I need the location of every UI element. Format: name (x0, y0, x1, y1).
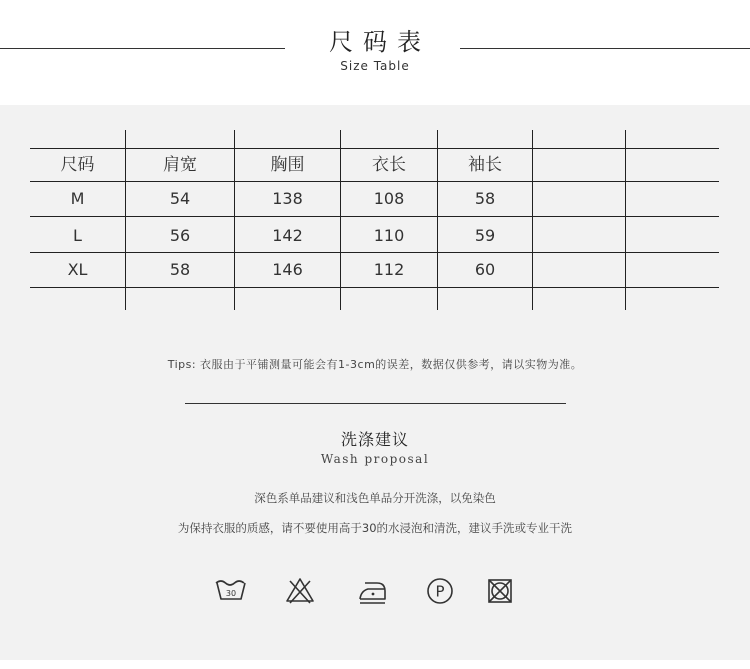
no-bleach-icon (282, 572, 318, 608)
table-cell: 59 (474, 226, 496, 245)
column-header-sleeve: 袖长 (468, 155, 502, 175)
wash-section-subtitle: Wash proposal (320, 452, 430, 466)
table-rule (30, 216, 719, 217)
table-cell: 112 (373, 260, 405, 279)
table-cell: 54 (169, 189, 191, 208)
table-rule (30, 148, 719, 149)
column-header-chest: 胸围 (270, 155, 305, 175)
table-rule (30, 252, 719, 253)
care-symbols (0, 572, 750, 612)
header-rule-left (0, 48, 285, 49)
section-divider (185, 403, 566, 404)
table-cell: L (73, 226, 82, 245)
size-table-header (0, 0, 750, 105)
table-rule (30, 181, 719, 182)
table-cell: 58 (169, 260, 191, 279)
table-cell: 58 (474, 189, 496, 208)
table-cell: XL (67, 260, 88, 279)
table-cell: 138 (272, 189, 303, 208)
measurement-tips: Tips: 衣服由于平铺测量可能会有1-3cm的误差，数据仅供参考，请以实物为准。 (167, 358, 583, 371)
iron-low-icon (354, 572, 390, 608)
page-title: 尺码表 (329, 28, 431, 56)
page-subtitle: Size Table (340, 59, 410, 73)
table-cell: 146 (272, 260, 303, 279)
table-cell: 108 (373, 189, 405, 208)
table-cell: 142 (272, 226, 303, 245)
table-cell: 56 (169, 226, 191, 245)
column-header-length: 衣长 (372, 155, 406, 175)
wash-note: 为保持衣服的质感，请不要使用高于30的水浸泡和清洗，建议手洗或专业干洗 (177, 521, 573, 535)
table-rule (30, 287, 719, 288)
table-column-rule (532, 130, 533, 310)
bottom-band (0, 660, 750, 669)
column-header-size: 尺码 (60, 155, 95, 175)
wash-note: 深色系单品建议和浅色单品分开洗涤，以免染色 (254, 491, 496, 505)
table-cell: 60 (474, 260, 496, 279)
no-tumble-dry-icon (482, 572, 518, 608)
table-column-rule (625, 130, 626, 310)
wash-section-title: 洗涤建议 (340, 430, 409, 449)
column-header-shoulder: 肩宽 (163, 155, 197, 175)
dry-clean-letter: P (435, 582, 445, 601)
header-rule-right (460, 48, 750, 49)
wash-temperature: 30 (225, 589, 237, 598)
wash-30-icon (213, 572, 249, 608)
table-cell: M (70, 189, 85, 208)
table-cell: 110 (373, 226, 405, 245)
dry-clean-p-icon (422, 572, 458, 608)
